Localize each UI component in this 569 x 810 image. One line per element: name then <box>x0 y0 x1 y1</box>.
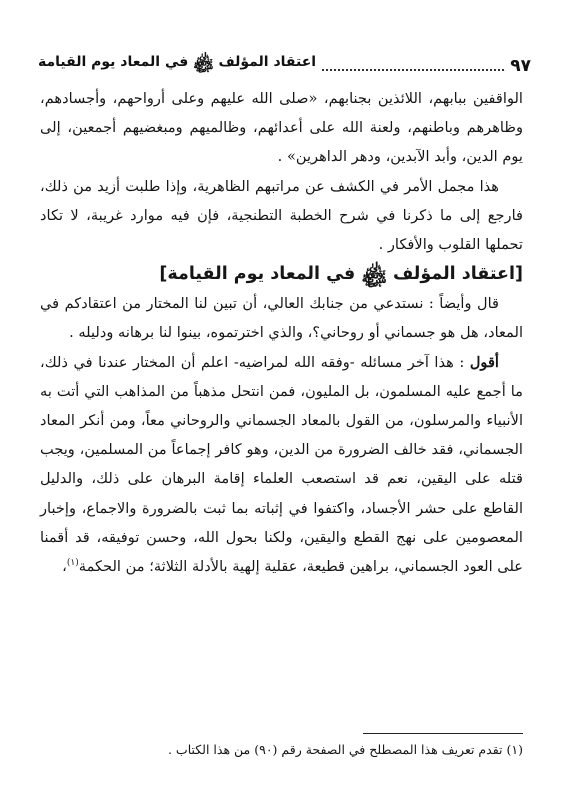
page-number: ٩٧ <box>510 56 531 76</box>
paragraph-1: الواقفين ببابهم، اللائذين بجنابهم، «صلى الله عليهم وعلى أرواحهم، وأجسادهم، وظاهرهم وباطنهم، ولعنة الله على أعدائهم، وظالميهم ومبغضيهم أجمعين، إلى يوم الدين، وأبد الآبدين، ودهر الداهرين» . <box>40 90 523 166</box>
section-heading: [اعتقاد المؤلف ﷾ في المعاد يوم القيامة] <box>159 264 523 285</box>
body-text <box>40 84 523 581</box>
paragraph-4-end: ، <box>62 558 67 576</box>
running-title: اعتقاد المؤلف ﷾ في المعاد يوم القيامة <box>38 54 317 70</box>
footnote-separator <box>363 733 523 734</box>
footnote: (١) تقدم تعريف هذا المصطلح في الصفحة رقم (٩٠) من هذا الكتاب . <box>167 742 523 757</box>
header-dotted-leader <box>322 68 504 71</box>
page-header <box>38 46 531 76</box>
paragraph-4-text: : هذا آخر مسائله -وفقه الله لمراضيه- اعلم أن المختار عندنا في ذلك، ما أجمع عليه المسلمون، بل المليون، فمن انتحل مذهباً من المذاهب التي أتت به الأنبياء والمرسلون، من القول بالمعاد الجسماني والروحاني معاً، ومن أنكر المعاد الجسماني، فقد خالف الضرورة من الدين، وهو كافر إجماعاً من المسلمين، ويجب قتله على اليقين، نعم قد استصعب العلماء إقامة البرهان على ذلك، والدليل القاطع على حشر الأجساد، واكتفوا في إثباته بما ثبت بالضرورة والاجماع، وإخبار المعصومين على نهج القطع واليقين، ولكنا بحول الله، وحسن توفيقه، قد أقمنا على العود الجسماني، براهين قطيعة، عقلية إلهية بالأدلة الثلاثة؛ من الحكمة <box>40 353 523 576</box>
footnote-marker: (١) <box>66 558 79 569</box>
paragraph-3: قال وأيضاً : نستدعي من جنابك العالي، أن تبين لنا المختار من اعتقادكم في المعاد، هل هو جسماني أو روحاني؟، والذي اخترتموه، بينوا لنا برهانه ودليله . <box>40 295 523 342</box>
paragraph-4-lead: أقول <box>469 353 499 371</box>
paragraph-4 <box>40 348 523 582</box>
paragraph-2: هذا مجمل الأمر في الكشف عن مراتبهم الظاهرية، وإذا طلبت أزيد من ذلك، فارجع إلى ما ذكرنا في شرح الخطبة التطنجية، فإن فيه موارد غريبة، لا تكاد تحملها القلوب والأفكار . <box>40 177 523 254</box>
